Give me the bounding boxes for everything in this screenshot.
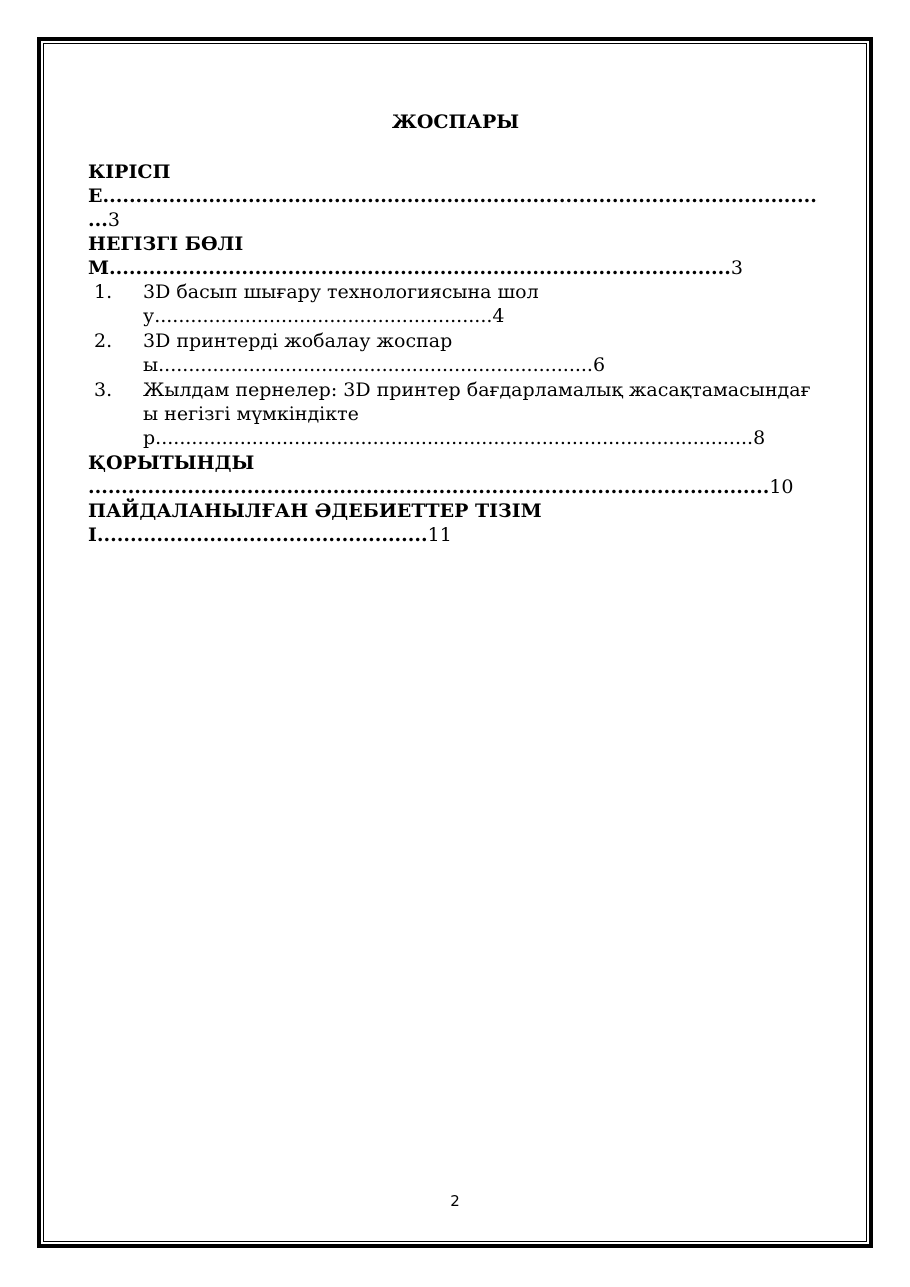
toc-entry-label: ПАЙДАЛАНЫЛҒАН ӘДЕБИЕТТЕР ТІЗІМІ: [88, 500, 542, 546]
toc-subsection-number: 2.: [94, 330, 113, 352]
toc-page-number: 4: [492, 305, 505, 327]
page-number: 2: [450, 1192, 460, 1210]
toc-page-number: 3: [730, 257, 743, 279]
toc-page-number: 3: [107, 209, 120, 231]
toc-leader-dots: ..................................................: [96, 524, 428, 546]
toc-entry-references[interactable]: [88, 499, 823, 547]
toc-entry-label: НЕГІЗГІ БӨЛІМ: [88, 233, 244, 279]
toc-page-number: 11: [427, 524, 452, 546]
page-title: ЖОСПАРЫ: [391, 111, 520, 133]
toc-entry-label: КІРІСПЕ: [88, 161, 171, 207]
toc-page-number: 8: [753, 427, 766, 449]
toc-subsection-number: 1.: [94, 281, 113, 303]
toc-entry-conclusion[interactable]: [88, 451, 823, 499]
toc-page-number: 6: [592, 354, 606, 376]
toc-subsection-list: [88, 280, 823, 450]
toc-leader-dots: ...................................................................................................: [155, 427, 754, 449]
toc-subsection-title: 3D басып шығару технологиясына шолу: [143, 281, 539, 327]
toc-subsection-title: Жылдам пернелер: 3D принтер бағдарламалық жасақтамасындағы негізгі мүмкіндіктер: [143, 379, 811, 449]
toc-entry-intro[interactable]: [88, 160, 823, 232]
toc-subsection-item[interactable]: [88, 280, 823, 328]
toc-subsection-title: 3D принтерді жобалау жоспары: [143, 330, 453, 376]
toc-subsection-item[interactable]: [88, 329, 823, 377]
toc-leader-dots: ........................................................: [154, 305, 493, 327]
toc-subsection-item[interactable]: [88, 378, 823, 450]
toc-leader-dots: .......................................................................................................: [88, 476, 770, 498]
toc-page-number: 10: [769, 476, 794, 498]
document-body: [88, 110, 823, 547]
toc-leader-dots: ...............................................................................................................: [88, 185, 817, 231]
toc-subsection-number: 3.: [94, 379, 113, 401]
toc-leader-dots: ........................................................................: [158, 354, 593, 376]
toc-entry-main-part[interactable]: [88, 232, 823, 280]
toc-entry-label: ҚОРЫТЫНДЫ: [88, 452, 255, 474]
toc-leader-dots: ..............................................................................................: [109, 257, 731, 279]
